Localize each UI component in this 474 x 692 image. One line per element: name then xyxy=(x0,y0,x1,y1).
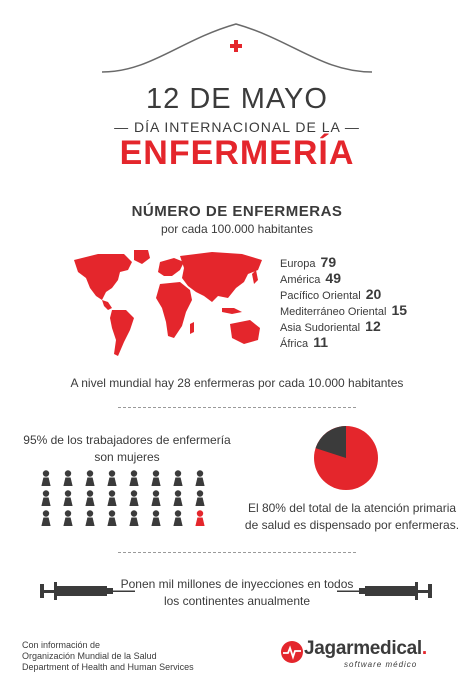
woman-icon xyxy=(151,490,160,506)
nurse-cap-icon xyxy=(0,0,474,80)
nurses-section-title: NÚMERO DE ENFERMERAS xyxy=(131,203,343,220)
woman-icon xyxy=(41,510,50,526)
sources xyxy=(22,640,194,673)
woman-icon xyxy=(85,470,94,486)
region-name: Mediterráneo Oriental xyxy=(280,306,387,318)
woman-icon xyxy=(151,470,160,486)
region-pacific xyxy=(280,286,381,302)
title-main: ENFERMERÍA xyxy=(119,134,355,172)
region-africa xyxy=(280,334,328,350)
region-name: África xyxy=(280,338,309,350)
woman-icon xyxy=(107,490,116,506)
woman-icon xyxy=(195,490,204,506)
woman-icon xyxy=(151,510,160,526)
woman-icon xyxy=(173,470,182,486)
region-value: 11 xyxy=(313,334,328,350)
region-europe xyxy=(280,254,336,270)
women-share-text: 95% de los trabajadores de enfermería son mujeres xyxy=(23,433,231,464)
world-map-icon xyxy=(72,248,272,360)
primary-care-text: El 80% del total de la atención primaria de salud es dispensado por enfermeras. xyxy=(244,501,460,532)
region-value: 12 xyxy=(365,318,381,334)
region-value: 20 xyxy=(365,286,382,302)
woman-icon xyxy=(85,490,94,506)
nurses-section-subtitle: por cada 100.000 habitantes xyxy=(160,222,314,236)
brand-name xyxy=(304,638,427,660)
woman-icon xyxy=(63,470,72,486)
woman-icon xyxy=(195,470,204,486)
region-name: Europa xyxy=(280,258,316,270)
woman-icon xyxy=(173,510,182,526)
woman-icon xyxy=(41,490,50,506)
brand-name-text: Jagarmedical xyxy=(304,638,422,659)
injections-text: Ponen mil millones de inyecciones en todos los continentes anualmente xyxy=(120,577,354,608)
man-icon xyxy=(195,510,204,526)
region-value: 49 xyxy=(325,270,341,286)
region-name: Asia Sudoriental xyxy=(280,322,361,334)
sources-line: Organización Mundial de la Salud xyxy=(22,651,157,661)
woman-icon xyxy=(63,490,72,506)
woman-icon xyxy=(129,510,138,526)
region-mediterranean xyxy=(280,302,407,318)
region-southeast-asia xyxy=(280,318,381,334)
global-note: A nivel mundial hay 28 enfermeras por cada 10.000 habitantes xyxy=(70,376,404,390)
divider xyxy=(118,407,356,408)
woman-icon xyxy=(85,510,94,526)
woman-icon xyxy=(129,470,138,486)
region-value: 15 xyxy=(391,302,408,318)
woman-icon xyxy=(107,470,116,486)
brand-tagline: software médico xyxy=(344,660,418,669)
woman-icon xyxy=(107,510,116,526)
region-name: Pacífico Oriental xyxy=(280,290,361,302)
region-america xyxy=(280,270,341,286)
region-name: América xyxy=(280,274,321,286)
region-value: 79 xyxy=(320,254,337,270)
woman-icon xyxy=(129,490,138,506)
sources-line: Department of Health and Human Services xyxy=(22,662,194,672)
woman-icon xyxy=(63,510,72,526)
divider xyxy=(118,552,356,553)
brand-dot: . xyxy=(421,638,427,659)
title-subtitle: — DÍA INTERNACIONAL DE LA — xyxy=(114,119,360,135)
title-date: 12 DE MAYO xyxy=(146,83,328,115)
people-grid xyxy=(38,470,218,530)
woman-icon xyxy=(173,490,182,506)
primary-care-pie xyxy=(312,424,380,492)
woman-icon xyxy=(41,470,50,486)
heartbeat-logo-icon xyxy=(280,640,304,664)
sources-line: Con información de xyxy=(22,640,101,650)
